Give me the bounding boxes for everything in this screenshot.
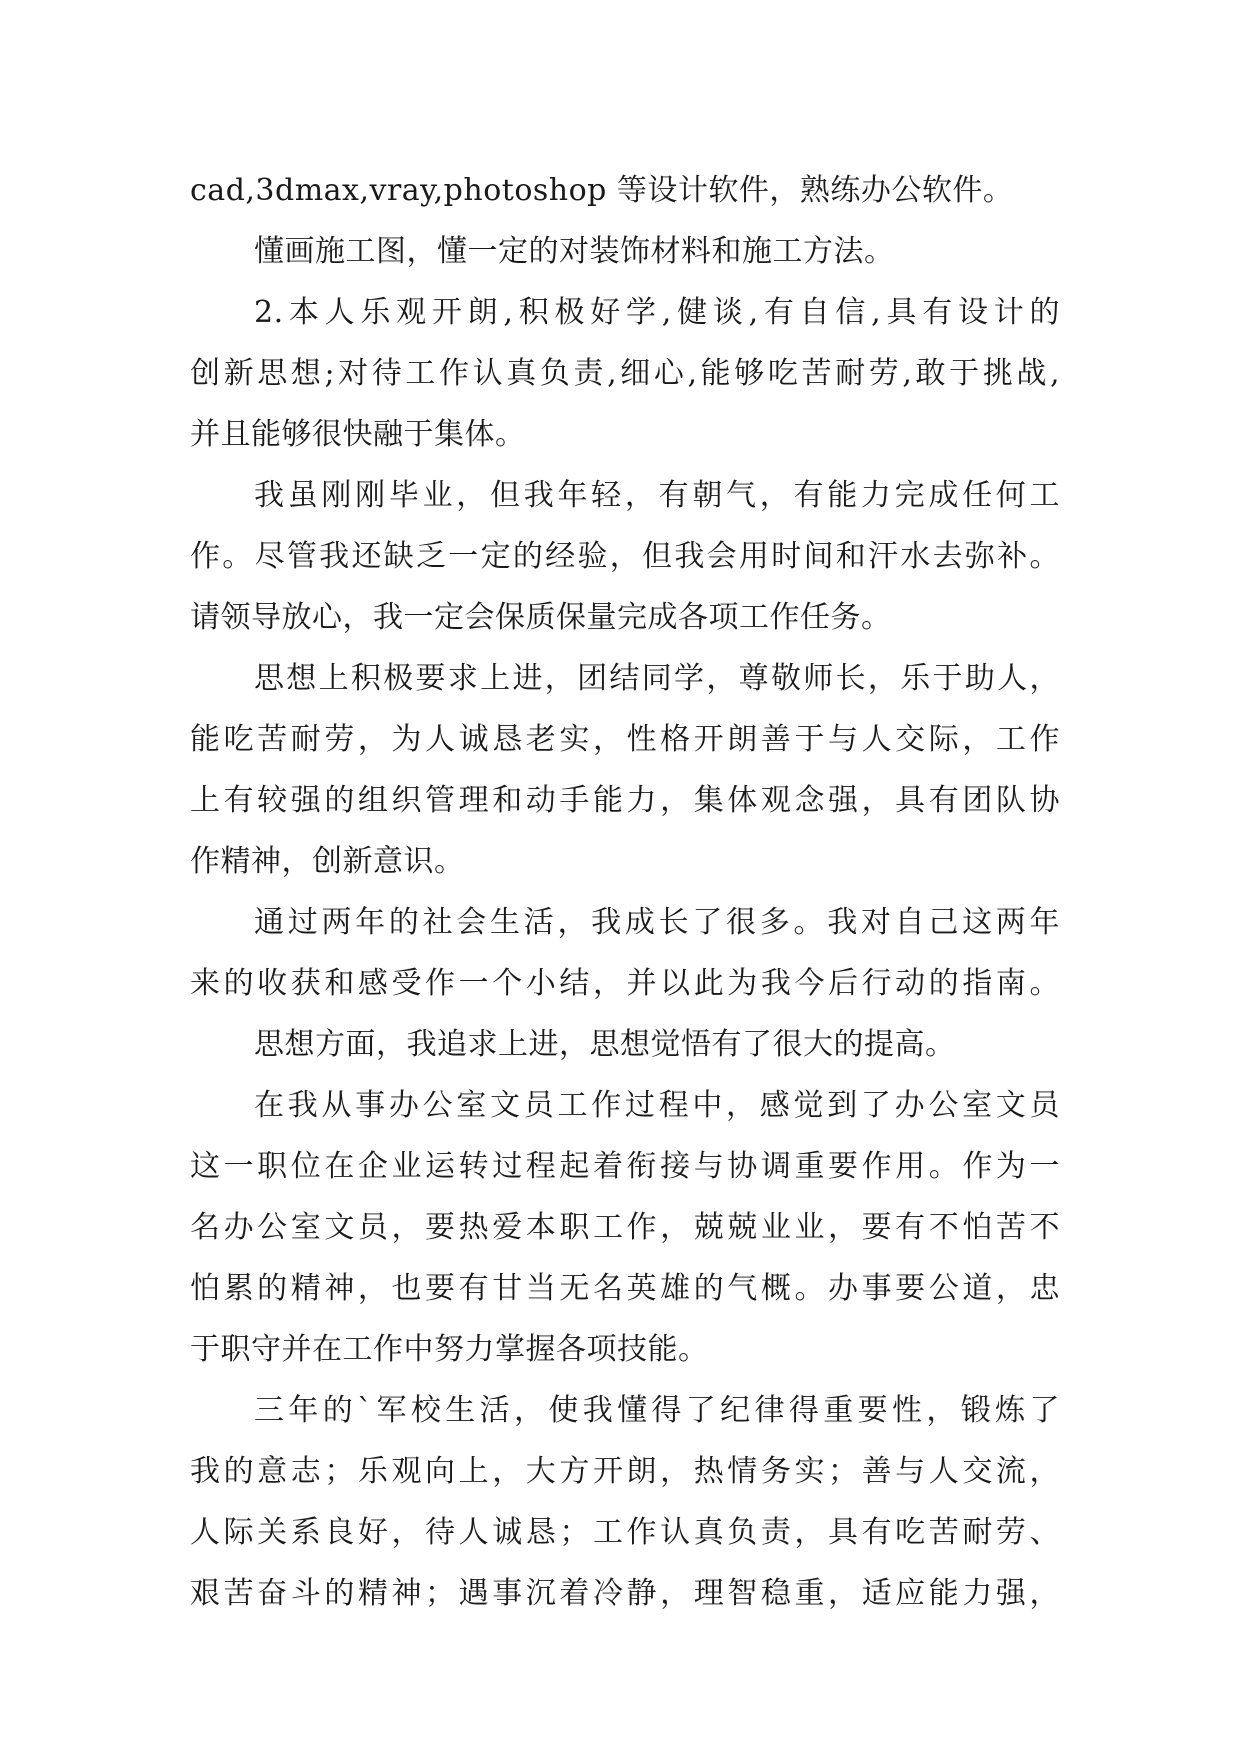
text-line: 思想上积极要求上进，团结同学，尊敬师长，乐于助人， bbox=[254, 661, 1060, 696]
text-line: 人际关系良好，待人诚恳；工作认真负责，具有吃苦耐劳、 bbox=[190, 1515, 1060, 1550]
text-line: 于职守并在工作中努力掌握各项技能。 bbox=[190, 1332, 709, 1367]
text-line: 我虽刚刚毕业，但我年轻，有朝气，有能力完成任何工 bbox=[254, 478, 1060, 513]
text-line: cad,3dmax,vray,photoshop 等设计软件，熟练办公软件。 bbox=[190, 173, 1014, 208]
text-line: 作精神，创新意识。 bbox=[190, 844, 465, 879]
text-line: 请领导放心，我一定会保质保量完成各项工作任务。 bbox=[190, 600, 892, 635]
text-line: 我的意志；乐观向上，大方开朗，热情务实；善与人交流， bbox=[190, 1454, 1060, 1489]
text-line: 能吃苦耐劳，为人诚恳老实，性格开朗善于与人交际，工作 bbox=[190, 722, 1060, 757]
document-body bbox=[190, 160, 1060, 1624]
text-line: 懂画施工图，懂一定的对装饰材料和施工方法。 bbox=[254, 234, 895, 269]
text-line: 名办公室文员，要热爱本职工作，兢兢业业，要有不怕苦不 bbox=[190, 1210, 1060, 1245]
text-line: 上有较强的组织管理和动手能力，集体观念强，具有团队协 bbox=[190, 783, 1060, 818]
text-line: 怕累的精神，也要有甘当无名英雄的气概。办事要公道，忠 bbox=[190, 1271, 1060, 1306]
text-line: 思想方面，我追求上进，思想觉悟有了很大的提高。 bbox=[254, 1027, 956, 1062]
text-line: 这一职位在企业运转过程起着衔接与协调重要作用。作为一 bbox=[190, 1149, 1060, 1184]
text-line: 艰苦奋斗的精神；遇事沉着冷静，理智稳重，适应能力强， bbox=[190, 1576, 1060, 1611]
text-line: 通过两年的社会生活，我成长了很多。我对自己这两年 bbox=[254, 905, 1060, 940]
text-line: 作。尽管我还缺乏一定的经验，但我会用时间和汗水去弥补。 bbox=[190, 539, 1060, 574]
text-line: 并且能够很快融于集体。 bbox=[190, 417, 526, 452]
text-line: 三年的`军校生活，使我懂得了纪律得重要性，锻炼了 bbox=[254, 1393, 1060, 1428]
text-line: 在我从事办公室文员工作过程中，感觉到了办公室文员 bbox=[254, 1088, 1060, 1123]
text-line: 创新思想;对待工作认真负责,细心,能够吃苦耐劳,敢于挑战, bbox=[190, 356, 1060, 391]
text-line: 2.本人乐观开朗,积极好学,健谈,有自信,具有设计的 bbox=[254, 295, 1060, 330]
text-line: 来的收获和感受作一个小结，并以此为我今后行动的指南。 bbox=[190, 966, 1060, 1001]
